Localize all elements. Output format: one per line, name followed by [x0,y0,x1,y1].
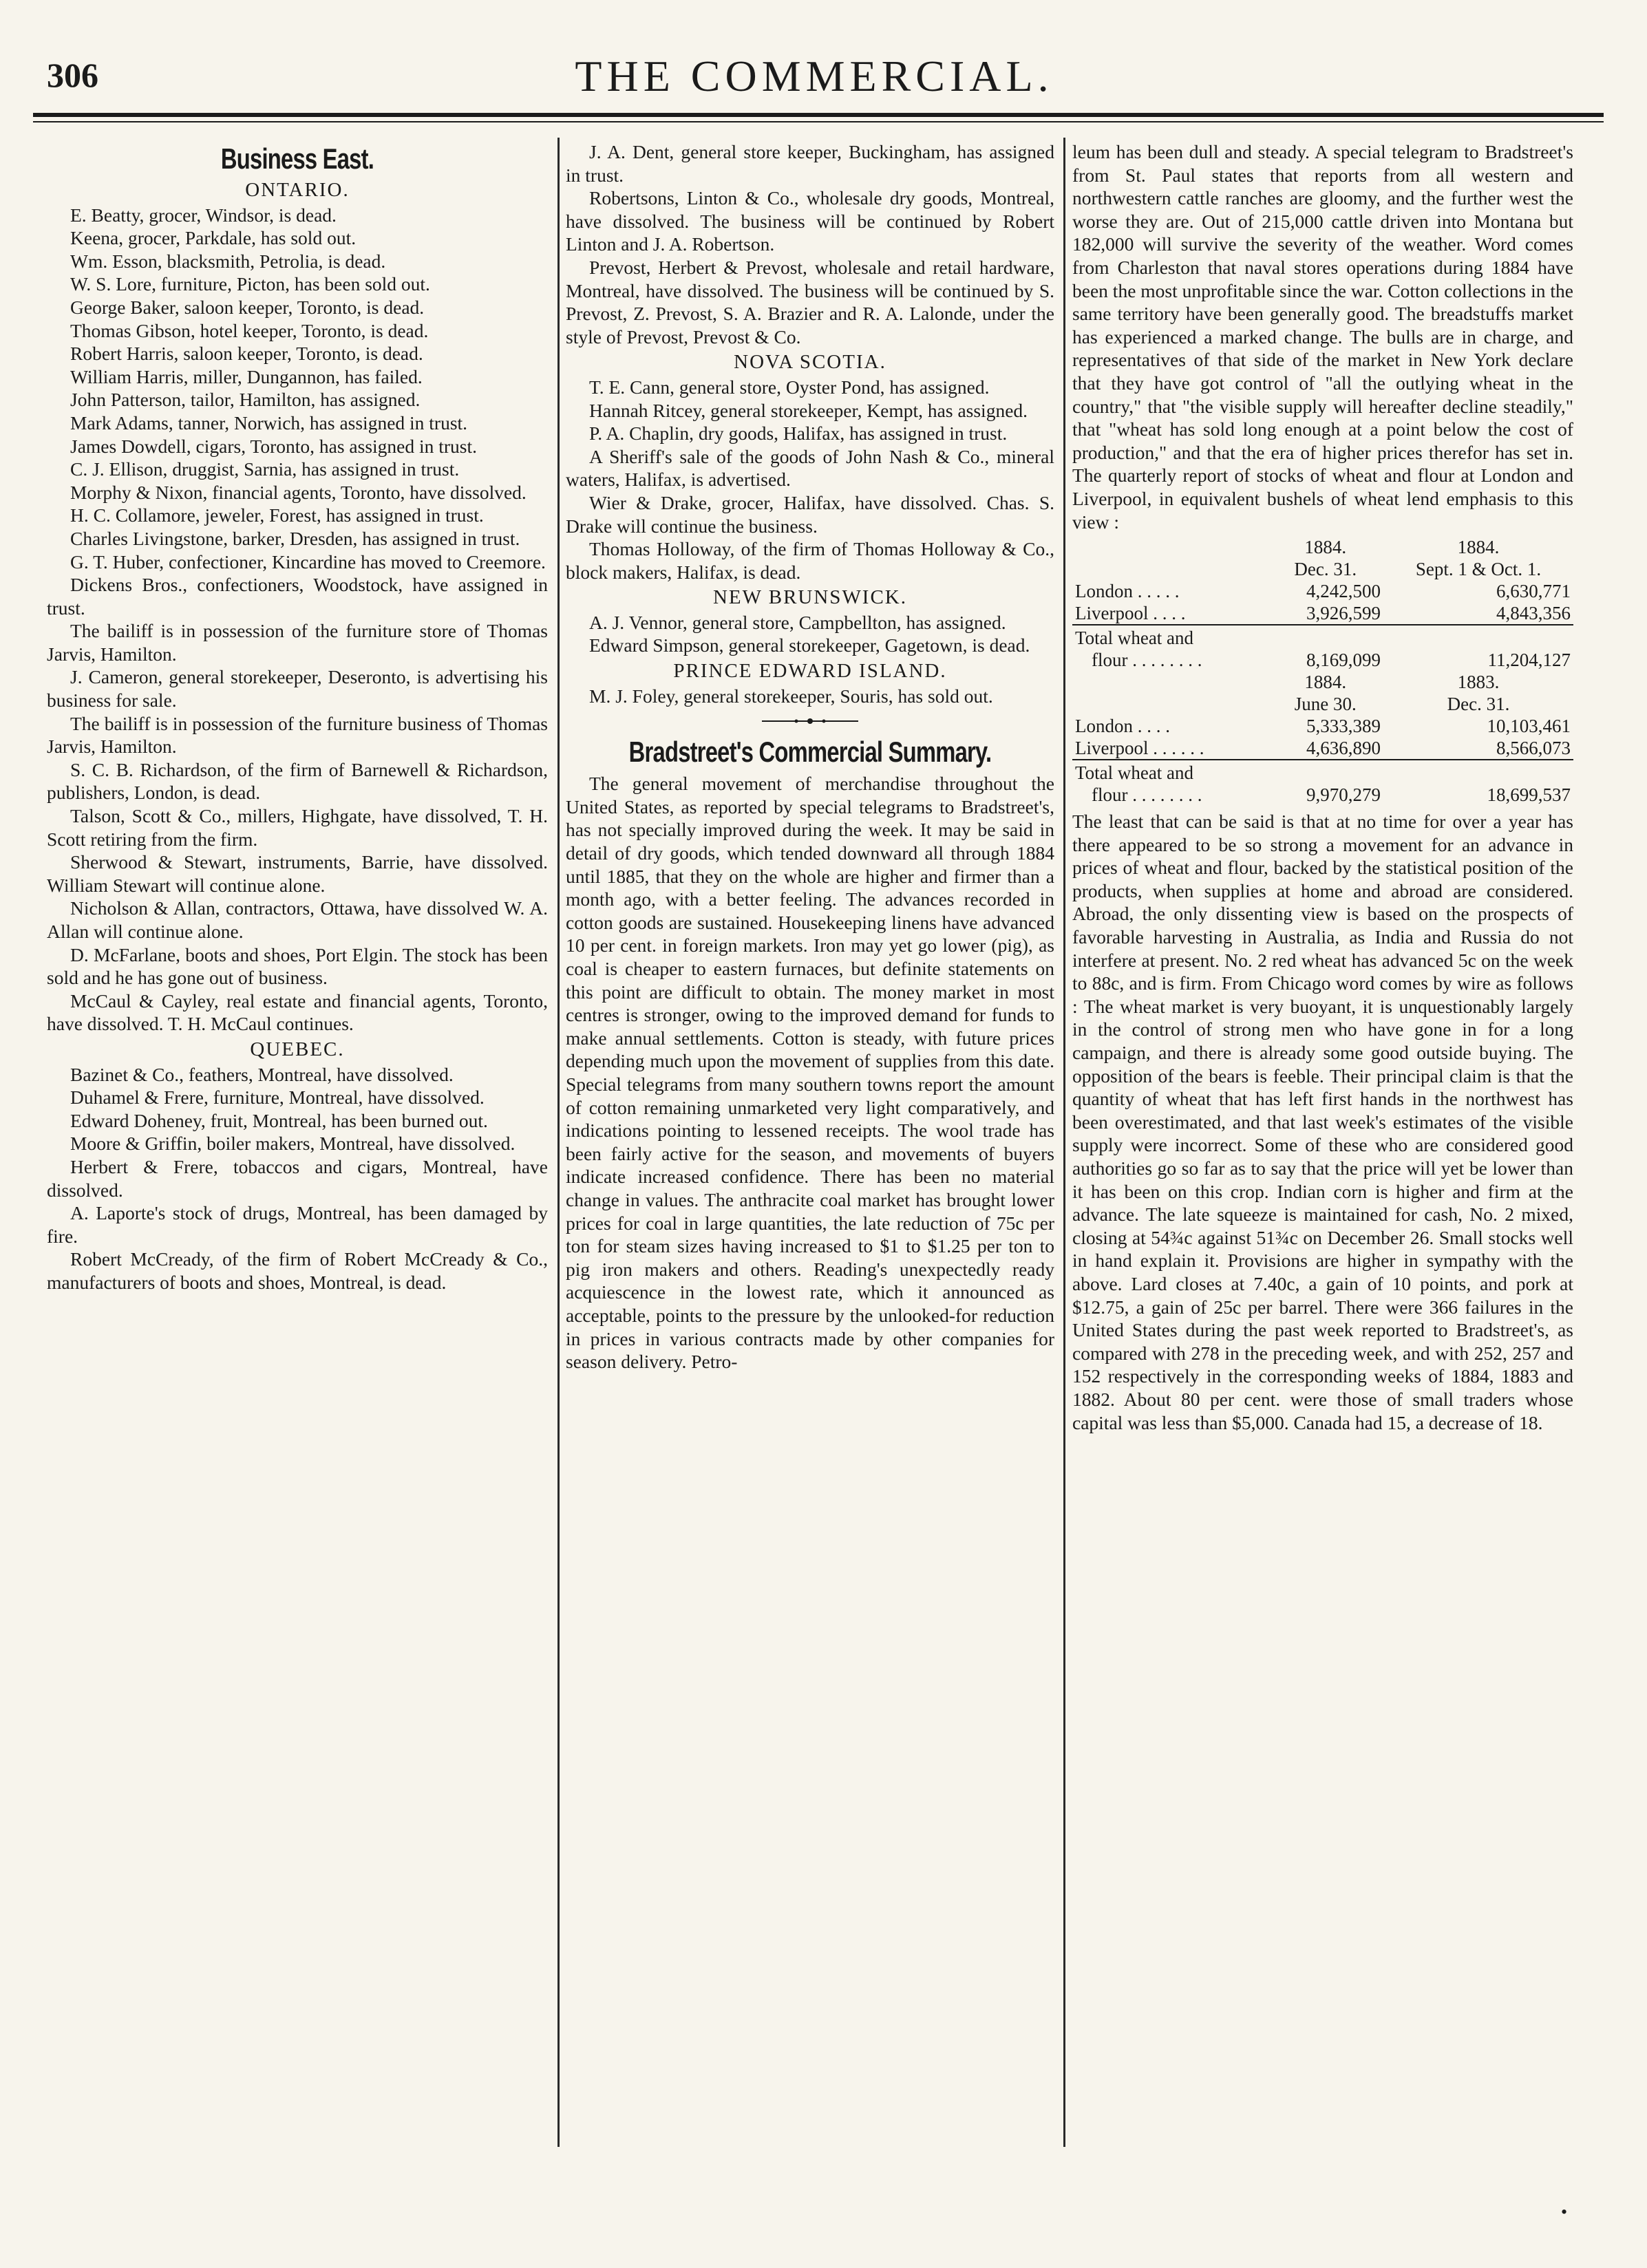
list-item: W. S. Lore, furniture, Picton, has been sold out. [70,273,430,295]
page-number: 306 [47,56,98,94]
ontario-notices [47,204,548,1036]
bradstreet-summary-text: The general movement of merchandise throughout the United States, as reported by special telegrams to Bradstreet's, has not specially improved during the week. It may be said in detail of dry goods, which tended downward all through 1884 until 1885, that they on the whole are higher and firmer than a month ago, with a better feeling. The advances recorded in cotton goods are sustained. Housekeeping linens have advanced 10 per cent. in foreign markets. Iron may yet go lower (pig), as coal is cheaper to eastern furnaces, but definite statements on this point are difficult to obtain. The money market in most centres is stronger, owing to the improved demand for funds to make annual settlements. Cotton is steady, with future prices depending much upon the movement of supplies from this date. Special telegrams from many southern towns report the amount of cotton remaining unmarketed very light comparatively, and indications pointing to lessened receipts. The wool trade has been fairly active for the season, and movements of buyers indicate increased confidence. There has been no material change in values. The anthracite coal market has brought lower prices for coal in large quantities, the late reduction of 75c per ton for steam sizes having increased to $1 to $1.25 per ton to pig iron makers and others. Reading's unexpectedly ready acquiescence in the lowest rate, which it announced as acceptable, points to the pressure by the unlooked-for reduction in prices in various contracts made by other companies for season delivery. Petro- [566,773,1054,1373]
table2-col1-date: June 30. [1294,694,1357,715]
column-bradstreet-continued [1072,140,1573,1434]
list-item: S. C. B. Richardson, of the firm of Barnewell & Richardson, publishers, London, is dead. [47,758,548,804]
list-item: McCaul & Cayley, real estate and financial agents, Toronto, have dissolved. T. H. McCaul continues. [47,989,548,1035]
list-item: Edward Doheney, fruit, Montreal, has been burned out. [70,1109,488,1131]
pei-notices [566,685,1054,708]
divider-ornament-icon [762,716,858,726]
table-row: Total wheat and [1075,628,1194,649]
table1-col2-year: 1884. [1457,537,1500,558]
page-header [26,48,1602,103]
list-item: M. J. Foley, general storekeeper, Souris, has sold out. [589,685,993,707]
heading-new-brunswick: NEW BRUNSWICK. [712,586,908,609]
list-item: E. Beatty, grocer, Windsor, is dead. [70,204,337,226]
list-item: George Baker, saloon keeper, Toronto, is dead. [70,296,425,318]
quebec-notices-continued [566,140,1054,348]
list-item: A Sheriff's sale of the goods of John Nash & Co., mineral waters, Halifax, is advertised. [566,445,1054,491]
table-row-total: flour . . . . . . . . 8,169,099 11,204,127 [1092,650,1571,671]
list-item: J. A. Dent, general store keeper, Buckingham, has assigned in trust. [566,141,1054,186]
table-row-total: flour . . . . . . . . 9,970,279 18,699,537 [1092,784,1571,806]
quebec-notices [47,1063,548,1294]
section-title-business-east: Business East. [220,142,374,175]
bradstreet-conclusion-text: The least that can be said is that at no time for over a year has there appeared to be so strong a movement for an advance in prices of wheat and flour, backed by the statistical position of the products, when supplies at home and abroad are considered. Abroad, the only dissenting view is based on the prospects of favorable harvesting in Australia, as India and Russia do not interfere at present. No. 2 red wheat has advanced 5c on the week to 88c, and is firm. From Chicago word comes by wire as follows : The wheat market is very buoyant, it is unquestionably largely in the control of strong men who have gone in for a long campaign, and there is already some good outside buying. The opposition of the bears is feeble. Their principal claim is that the quantity of wheat that has left first hands in the northwest has been overestimated, and that last week's estimates of the visible supply were incorrect. Some of these who are considered good authorities go so far as to say that the price will yet be lower than it has been on this crop. Indian corn is higher and firm at the advance. The late squeeze is maintained for cash, No. 2 mixed, closing at 54¾c against 51¾c on December 26. Small stocks well in hand explain it. Provisions are higher in sympathy with the above. Lard closes at 7.40c, a gain of 10 points, and pork at $12.75, a gain of 25c per barrel. There were 366 failures in the United States during the past week reported to Bradstreet's, as compared with 278 in the preceding week, and with 252, 257 and 152 respectively in the corresponding weeks of 1884, 1883 and 1882. About 80 per cent. were those of small traders whose capital was less than $5,000. Canada had 15, a decrease of 18. [1072,811,1573,1433]
list-item: Prevost, Herbert & Prevost, wholesale and retail hardware, Montreal, have dissolved. The business will be continued by S. Prevost, Z. Prevost, S. A. Brazier and R. A. Lalonde, under the style of Prevost, Prevost & Co. [566,256,1054,347]
column-provinces-bradstreet [566,140,1054,1373]
list-item: Hannah Ritcey, general storekeeper, Kempt, has assigned. [589,399,1028,421]
stray-mark: • [1561,2202,1568,2222]
table1-col2-date: Sept. 1 & Oct. 1. [1415,559,1542,580]
table2-col2-year: 1883. [1457,672,1500,693]
list-item: Thomas Gibson, hotel keeper, Toronto, is dead. [70,319,429,341]
table-row: London . . . . . 4,242,500 6,630,771 [1075,581,1571,602]
wheat-stocks-table-1 [1072,536,1573,806]
table1-col1-year: 1884. [1304,537,1347,558]
list-item: Dickens Bros., confectioners, Woodstock, have assigned in trust. [47,574,548,619]
heading-ontario: ONTARIO. [245,179,350,201]
list-item: H. C. Collamore, jeweler, Forest, has assigned in trust. [70,504,484,526]
list-item: A. Laporte's stock of drugs, Montreal, has been damaged by fire. [47,1202,548,1247]
list-item: Keena, grocer, Parkdale, has sold out. [70,227,357,249]
list-item: William Harris, miller, Dungannon, has failed. [70,365,423,387]
list-item: Robert Harris, saloon keeper, Toronto, is dead. [70,343,423,365]
header-rule-thin [33,121,1604,122]
list-item: Talson, Scott & Co., millers, Highgate, have dissolved, T. H. Scott retiring from the firm. [47,805,548,850]
list-item: James Dowdell, cigars, Toronto, has assigned in trust. [70,435,478,457]
list-item: D. McFarlane, boots and shoes, Port Elgin. The stock has been sold and he has gone out of business. [47,943,548,989]
section-title-bradstreet: Bradstreet's Commercial Summary. [628,736,992,769]
column-rule-2 [1063,138,1065,2147]
list-item: Wier & Drake, grocer, Halifax, have dissolved. Chas. S. Drake will continue the business. [566,491,1054,537]
list-item: Bazinet & Co., feathers, Montreal, have dissolved. [70,1063,454,1085]
list-item: Thomas Holloway, of the firm of Thomas Holloway & Co., block makers, Halifax, is dead. [566,538,1054,583]
list-item: Robert McCready, of the firm of Robert McCready & Co., manufacturers of boots and shoes, Montreal, is dead. [47,1248,548,1293]
list-item: Morphy & Nixon, financial agents, Toronto, have dissolved. [70,481,527,503]
table1-col1-date: Dec. 31. [1294,559,1357,580]
list-item: Edward Simpson, general storekeeper, Gagetown, is dead. [589,634,1030,656]
list-item: C. J. Ellison, druggist, Sarnia, has assigned in trust. [70,458,460,480]
table-row: Liverpool . . . . . . 4,636,890 8,566,073 [1075,738,1571,759]
list-item: G. T. Huber, confectioner, Kincardine has moved to Creemore. [70,550,546,573]
list-item: Charles Livingstone, barker, Dresden, has assigned in trust. [70,527,520,549]
column-business-east [47,140,548,1294]
column-rule-1 [557,138,560,2147]
list-item: Duhamel & Frere, furniture, Montreal, have dissolved. [70,1087,485,1109]
header-rule-thick [33,113,1604,117]
table-row: London . . . . 5,333,389 10,103,461 [1075,716,1571,737]
new-brunswick-notices [566,611,1054,657]
list-item: Herbert & Frere, tobaccos and cigars, Montreal, have dissolved. [47,1155,548,1201]
table-row: Liverpool . . . . 3,926,599 4,843,356 [1075,603,1571,624]
list-item: Wm. Esson, blacksmith, Petrolia, is dead. [70,250,386,272]
list-item: Robertsons, Linton & Co., wholesale dry goods, Montreal, have dissolved. The business will be continued by Robert Linton and J. A. Robertson. [566,187,1054,255]
nova-scotia-notices [566,376,1054,584]
ornamental-divider [566,712,1054,731]
list-item: The bailiff is in possession of the furniture store of Thomas Jarvis, Hamilton. [47,620,548,665]
table2-col2-date: Dec. 31. [1447,694,1510,715]
list-item: Moore & Griffin, boiler makers, Montreal, have dissolved. [70,1133,516,1155]
list-item: Mark Adams, tanner, Norwich, has assigned in trust. [70,411,468,434]
list-item: T. E. Cann, general store, Oyster Pond, has assigned. [589,376,990,398]
list-item: P. A. Chaplin, dry goods, Halifax, has assigned in trust. [589,422,1008,445]
list-item: John Patterson, tailor, Hamilton, has assigned. [70,389,421,411]
bradstreet-continued-text: leum has been dull and steady. A special telegram to Bradstreet's from St. Paul states that reports from all western and northwestern cattle ranches are gloomy, and the further west the worse they are. Out of 215,000 cattle driven into Montana but 182,000 will survive the severity of the weather. Word comes from Charleston that naval stores operations during 1884 have been the most unprofitable since the war. Cotton collections in the same territory have been generally good. The breadstuffs market has experienced a marked change. The bulls are in charge, and representatives of that side of the market in New York declare that they have got control of "all the outlying wheat in the country," that "the visible supply will hereafter decline steadily," that "wheat has sold long enough at a point below the cost of production," and that the era of higher prices therefor has set in. The quarterly report of stocks of wheat and flour at London and Liverpool, in equivalent bushels of wheat lend emphasis to this view : [1072,141,1573,533]
table-row: Total wheat and [1075,762,1194,784]
list-item: The bailiff is in possession of the furniture business of Thomas Jarvis, Hamilton. [47,712,548,758]
list-item: J. Cameron, general storekeeper, Deseronto, is advertising his business for sale. [47,666,548,712]
heading-quebec: QUEBEC. [250,1038,345,1060]
list-item: Nicholson & Allan, contractors, Ottawa, have dissolved W. A. Allan will continue alone. [47,897,548,942]
heading-prince-edward-island: PRINCE EDWARD ISLAND. [673,660,947,683]
list-item: A. J. Vennor, general store, Campbellton, has assigned. [589,611,1006,633]
heading-nova-scotia: NOVA SCOTIA. [734,351,886,374]
masthead: THE COMMERCIAL. [575,52,1054,100]
table2-col1-year: 1884. [1304,672,1347,693]
list-item: Sherwood & Stewart, instruments, Barrie, have dissolved. William Stewart will continue alone. [47,851,548,896]
